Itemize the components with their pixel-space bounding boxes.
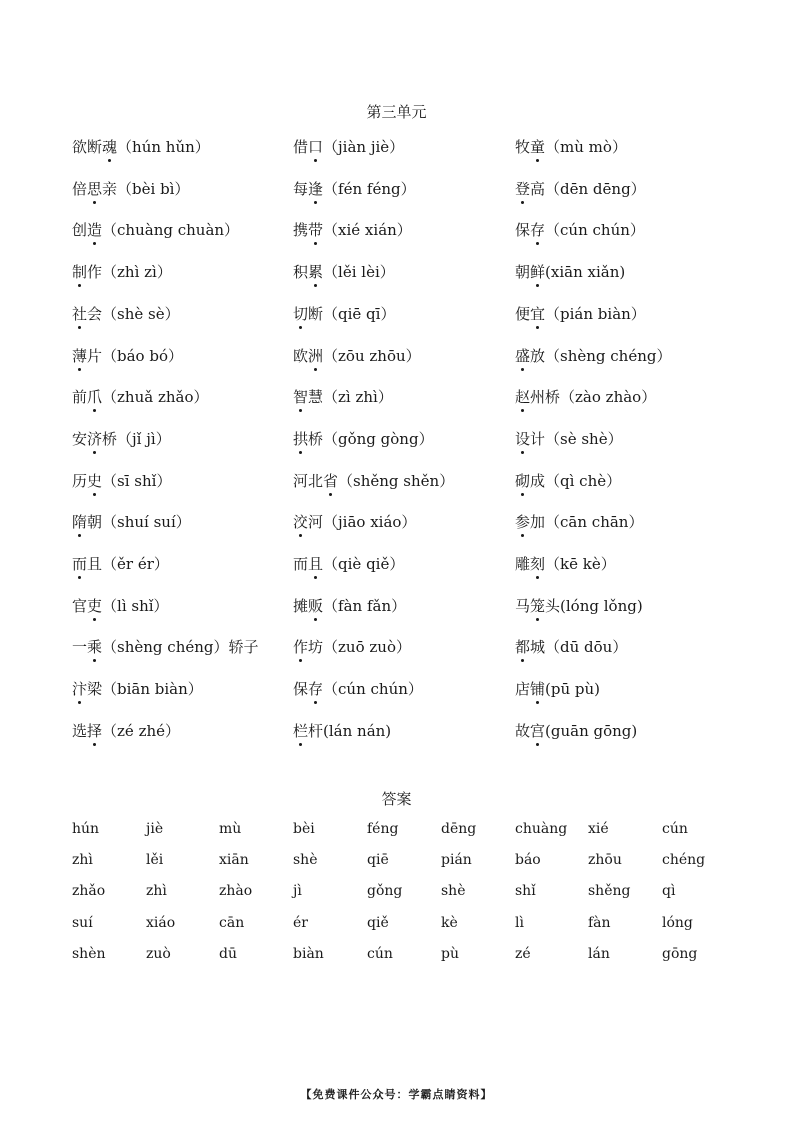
answer-item: biàn xyxy=(293,945,324,962)
vocab-text-pre: 朝 xyxy=(515,263,531,282)
answer-title: 答案 xyxy=(381,790,412,808)
vocab-text-pre: 前 xyxy=(72,388,88,407)
vocab-item xyxy=(72,470,171,491)
vocab-item xyxy=(515,178,646,199)
emphasized-character: 鲜 xyxy=(530,263,546,282)
answer-item: jì xyxy=(293,883,302,900)
vocab-text-post: (guān gōng) xyxy=(545,721,638,740)
answer-item: lán xyxy=(588,945,610,962)
vocab-item xyxy=(72,178,189,199)
vocab-text-pre: 欧 xyxy=(293,346,309,365)
vocab-text-post: 加（cān chān） xyxy=(530,513,644,532)
vocab-row xyxy=(0,511,793,535)
emphasized-character: 贩 xyxy=(308,596,324,615)
emphasized-character: 童 xyxy=(530,138,546,156)
emphasized-character: 砌 xyxy=(515,471,531,490)
emphasized-character: 刻 xyxy=(530,555,546,573)
vocab-text-post: （fàn fǎn） xyxy=(323,596,407,615)
vocab-text-pre: 故 xyxy=(515,721,531,740)
vocab-text-post: 城（dū dōu） xyxy=(530,638,628,657)
vocab-item xyxy=(72,678,203,699)
emphasized-character: 史 xyxy=(87,471,103,490)
vocab-text-post: 成（qì chè） xyxy=(530,471,622,490)
vocab-item xyxy=(515,595,643,616)
vocab-text-post: 片（báo bó） xyxy=(87,346,183,365)
answer-item: xié xyxy=(588,821,609,837)
vocab-row xyxy=(0,553,793,577)
vocab-text-post: 朝（shuí suí） xyxy=(87,513,191,532)
vocab-text-pre: 携 xyxy=(293,221,309,240)
vocab-item xyxy=(293,345,421,366)
answer-item: shěng xyxy=(588,883,631,900)
answer-item: féng xyxy=(367,821,399,837)
vocab-text-post: 头(lóng lǒng) xyxy=(545,596,643,615)
vocab-item xyxy=(72,261,172,282)
emphasized-character: 带 xyxy=(308,221,324,240)
answer-item: kè xyxy=(441,914,458,931)
vocab-row xyxy=(0,595,793,619)
vocab-item xyxy=(72,303,180,324)
vocab-row xyxy=(0,303,793,327)
emphasized-character: 智 xyxy=(293,388,309,407)
answer-item: zhōu xyxy=(588,852,622,869)
vocab-row xyxy=(0,386,793,410)
emphasized-character: 设 xyxy=(515,429,531,448)
answer-item: zhào xyxy=(219,883,253,900)
emphasized-character: 铺 xyxy=(530,680,546,699)
emphasized-character: 薄 xyxy=(72,346,88,365)
vocab-text-post: （lěi lèi） xyxy=(323,263,395,282)
vocab-text-post: 慧（zì zhì） xyxy=(308,388,393,407)
vocab-text-post: (xiān xiǎn) xyxy=(545,263,626,282)
vocab-item xyxy=(72,595,169,616)
vocab-item xyxy=(515,345,671,366)
vocab-item xyxy=(72,428,171,449)
vocab-item xyxy=(515,553,616,574)
answer-item: cún xyxy=(367,945,393,962)
vocab-item xyxy=(293,553,404,574)
vocab-item xyxy=(293,303,395,324)
vocab-text-pre: 每 xyxy=(293,179,309,198)
vocab-item xyxy=(515,470,621,491)
answer-item: cún xyxy=(662,821,688,837)
answer-item: hún xyxy=(72,821,100,837)
vocab-text-post: 州桥（zào zhào） xyxy=(530,388,657,407)
vocab-item xyxy=(72,720,180,741)
vocab-text-post: （zhuǎ zhǎo） xyxy=(102,388,209,407)
vocab-text-post: (pū pù) xyxy=(545,680,601,699)
emphasized-character: 口 xyxy=(308,138,324,156)
vocab-text-pre: 欲断 xyxy=(72,138,103,156)
answer-row xyxy=(0,915,793,935)
vocab-text-pre: 官 xyxy=(72,596,88,615)
vocab-text-pre: 便 xyxy=(515,304,531,323)
vocab-item xyxy=(515,511,643,532)
vocab-item xyxy=(515,678,600,699)
answer-item: lì xyxy=(515,914,524,931)
vocab-text-pre: 积 xyxy=(293,263,309,282)
vocab-item xyxy=(72,136,210,157)
vocab-item xyxy=(515,720,637,741)
vocab-text-pre: 选 xyxy=(72,721,88,740)
vocab-text-post: 亲（bèi bì） xyxy=(102,179,190,198)
answer-item: zhǎo xyxy=(72,883,106,900)
vocab-text-pre: 一 xyxy=(72,638,88,657)
vocab-text-post: 桥（gǒng gòng） xyxy=(308,429,434,448)
vocab-text-post: （sī shǐ） xyxy=(102,471,172,490)
vocab-text-pre: 创 xyxy=(72,221,88,240)
vocab-text-post: 高（dēn dēng） xyxy=(530,179,646,198)
answer-item: mù xyxy=(219,821,242,837)
emphasized-character: 作 xyxy=(293,638,309,657)
vocab-text-post: 放（shèng chéng） xyxy=(530,346,672,365)
emphasized-character: 逢 xyxy=(308,179,324,198)
emphasized-character: 且 xyxy=(308,555,324,573)
emphasized-character: 乘 xyxy=(87,638,103,657)
vocab-text-post: 计（sè shè） xyxy=(530,429,623,448)
vocab-row xyxy=(0,428,793,452)
answer-item: zhì xyxy=(72,852,93,869)
vocab-row xyxy=(0,345,793,369)
vocab-row xyxy=(0,261,793,285)
vocab-text-pre: 倍 xyxy=(72,179,88,198)
emphasized-character: 吏 xyxy=(87,596,103,615)
emphasized-character: 累 xyxy=(308,263,324,282)
answer-item: shè xyxy=(441,883,466,900)
answer-item: shǐ xyxy=(515,883,536,900)
vocab-row xyxy=(0,136,793,160)
vocab-text-post: 梁（biān biàn） xyxy=(87,680,203,699)
answer-item: dū xyxy=(219,945,237,962)
vocab-text-pre: 保 xyxy=(515,221,531,240)
vocab-text-post: 杆(lán nán) xyxy=(308,721,392,740)
emphasized-character: 笼 xyxy=(530,596,546,615)
answer-row xyxy=(0,946,793,966)
answer-item: zuò xyxy=(146,945,171,962)
vocab-text-post: （qiè qiě） xyxy=(323,555,405,573)
vocab-text-pre: 历 xyxy=(72,471,88,490)
emphasized-character: 登 xyxy=(515,179,531,198)
answer-item: qiě xyxy=(367,914,389,931)
answer-item: zhì xyxy=(146,883,167,900)
vocab-text-pre: 保 xyxy=(293,680,309,699)
emphasized-character: 存 xyxy=(308,680,324,699)
vocab-item xyxy=(293,261,395,282)
vocab-item xyxy=(293,136,404,157)
vocab-text-post: （chuàng chuàn） xyxy=(102,221,240,240)
vocab-text-pre: 安 xyxy=(72,429,88,448)
emphasized-character: 择 xyxy=(87,721,103,740)
answer-item: pián xyxy=(441,852,472,869)
vocab-row xyxy=(0,219,793,243)
vocab-item xyxy=(72,345,183,366)
vocab-row xyxy=(0,636,793,660)
emphasized-character: 省 xyxy=(323,471,339,490)
vocab-item xyxy=(515,636,627,657)
vocab-row xyxy=(0,470,793,494)
vocab-item xyxy=(72,219,239,240)
answer-item: chuàng xyxy=(515,821,568,837)
vocab-text-post: 河（jiāo xiáo） xyxy=(308,513,417,532)
vocab-text-post: （shěng shěn） xyxy=(338,471,455,490)
vocab-text-post: 坊（zuō zuò） xyxy=(308,638,411,657)
emphasized-character: 魂 xyxy=(102,138,118,156)
answer-item: chéng xyxy=(662,852,706,869)
emphasized-character: 隋 xyxy=(72,513,88,532)
vocab-item xyxy=(293,219,412,240)
vocab-item xyxy=(515,303,646,324)
answer-item: xiān xyxy=(219,852,249,869)
section-title: 第三单元 xyxy=(366,103,427,121)
vocab-text-post: 断（qiē qī） xyxy=(308,304,396,323)
emphasized-character: 参 xyxy=(515,513,531,532)
vocab-item xyxy=(515,386,656,407)
vocab-text-post: （cún chún） xyxy=(323,680,423,699)
vocab-row xyxy=(0,678,793,702)
answer-item: shè xyxy=(293,852,318,869)
vocab-item xyxy=(72,511,191,532)
vocab-text-post: （xié xián） xyxy=(323,221,412,240)
answer-item: fàn xyxy=(588,914,611,931)
answer-item: cān xyxy=(219,914,245,931)
vocab-text-pre: 借 xyxy=(293,138,309,156)
vocab-item xyxy=(293,595,406,616)
emphasized-character: 宜 xyxy=(530,304,546,323)
vocab-text-post: （hún hǔn） xyxy=(117,138,210,156)
emphasized-character: 存 xyxy=(530,221,546,240)
vocab-item xyxy=(293,636,411,657)
vocab-text-pre: 而 xyxy=(293,555,309,573)
emphasized-character: 拱 xyxy=(293,429,309,448)
emphasized-character: 宫 xyxy=(530,721,546,740)
answer-item: dēng xyxy=(441,821,477,837)
emphasized-character: 造 xyxy=(87,221,103,240)
vocab-item xyxy=(515,428,623,449)
vocab-row xyxy=(0,720,793,744)
answer-item: shèn xyxy=(72,945,106,962)
vocab-text-post: （mù mò） xyxy=(545,138,627,156)
emphasized-character: 都 xyxy=(515,638,531,657)
answer-item: ér xyxy=(293,914,308,931)
emphasized-character: 思 xyxy=(87,179,103,198)
answer-item: gōng xyxy=(662,945,698,962)
vocab-item xyxy=(293,470,454,491)
answer-item: lóng xyxy=(662,914,693,931)
vocab-text-post: （pián biàn） xyxy=(545,304,646,323)
vocab-item xyxy=(293,720,391,741)
answer-row xyxy=(0,821,793,841)
vocab-item xyxy=(72,386,209,407)
vocab-item xyxy=(293,386,393,407)
emphasized-character: 爪 xyxy=(87,388,103,407)
answer-item: jiè xyxy=(146,821,164,837)
vocab-item xyxy=(293,511,416,532)
vocab-text-post: （lì shǐ） xyxy=(102,596,169,615)
vocab-item xyxy=(293,178,416,199)
vocab-text-post: （fén féng） xyxy=(323,179,416,198)
answer-item: zé xyxy=(515,945,531,962)
vocab-item xyxy=(293,428,434,449)
answer-item: báo xyxy=(515,852,541,869)
vocab-text-post: （shèng chéng）轿子 xyxy=(102,638,259,657)
vocab-row xyxy=(0,178,793,202)
vocab-text-post: 作（zhì zì） xyxy=(87,263,172,282)
emphasized-character: 赵 xyxy=(515,388,531,407)
vocab-item xyxy=(72,636,259,657)
emphasized-character: 洨 xyxy=(293,513,309,532)
vocab-text-pre: 牧 xyxy=(515,138,531,156)
vocab-text-post: （zōu zhōu） xyxy=(323,346,421,365)
answer-item: pù xyxy=(441,945,459,962)
vocab-text-pre: 河北 xyxy=(293,471,324,490)
vocab-text-pre: 摊 xyxy=(293,596,309,615)
emphasized-character: 栏 xyxy=(293,721,309,740)
vocab-text-post: 桥（jǐ jì） xyxy=(102,429,171,448)
footer: 【免费课件公众号：学霸点睛资料】 xyxy=(300,1088,493,1101)
answer-item: qì xyxy=(662,883,676,900)
emphasized-character: 济 xyxy=(87,429,103,448)
answer-item: gǒng xyxy=(367,883,403,900)
vocab-text-post: 会（shè sè） xyxy=(87,304,180,323)
answer-item: xiáo xyxy=(146,914,176,931)
answer-item: bèi xyxy=(293,821,315,837)
answer-row xyxy=(0,852,793,872)
vocab-text-pre: 马 xyxy=(515,596,531,615)
vocab-item xyxy=(72,553,169,574)
emphasized-character: 而 xyxy=(72,555,88,573)
vocab-text-post: （jiàn jiè） xyxy=(323,138,405,156)
vocab-item xyxy=(515,136,627,157)
answer-item: lěi xyxy=(146,852,164,869)
vocab-item xyxy=(293,678,423,699)
emphasized-character: 社 xyxy=(72,304,88,323)
vocab-text-post: 且（ěr ér） xyxy=(87,555,169,573)
emphasized-character: 汴 xyxy=(72,680,88,699)
emphasized-character: 切 xyxy=(293,304,309,323)
answer-item: suí xyxy=(72,914,93,931)
answer-row xyxy=(0,883,793,903)
vocab-text-post: （cún chún） xyxy=(545,221,645,240)
vocab-text-post: （kē kè） xyxy=(545,555,616,573)
vocab-item xyxy=(515,219,645,240)
vocab-item xyxy=(515,261,625,282)
answer-item: qiē xyxy=(367,852,389,869)
emphasized-character: 制 xyxy=(72,263,88,282)
vocab-text-pre: 雕 xyxy=(515,555,531,573)
vocab-text-post: （zé zhé） xyxy=(102,721,181,740)
emphasized-character: 盛 xyxy=(515,346,531,365)
vocab-text-pre: 店 xyxy=(515,680,531,699)
emphasized-character: 洲 xyxy=(308,346,324,365)
